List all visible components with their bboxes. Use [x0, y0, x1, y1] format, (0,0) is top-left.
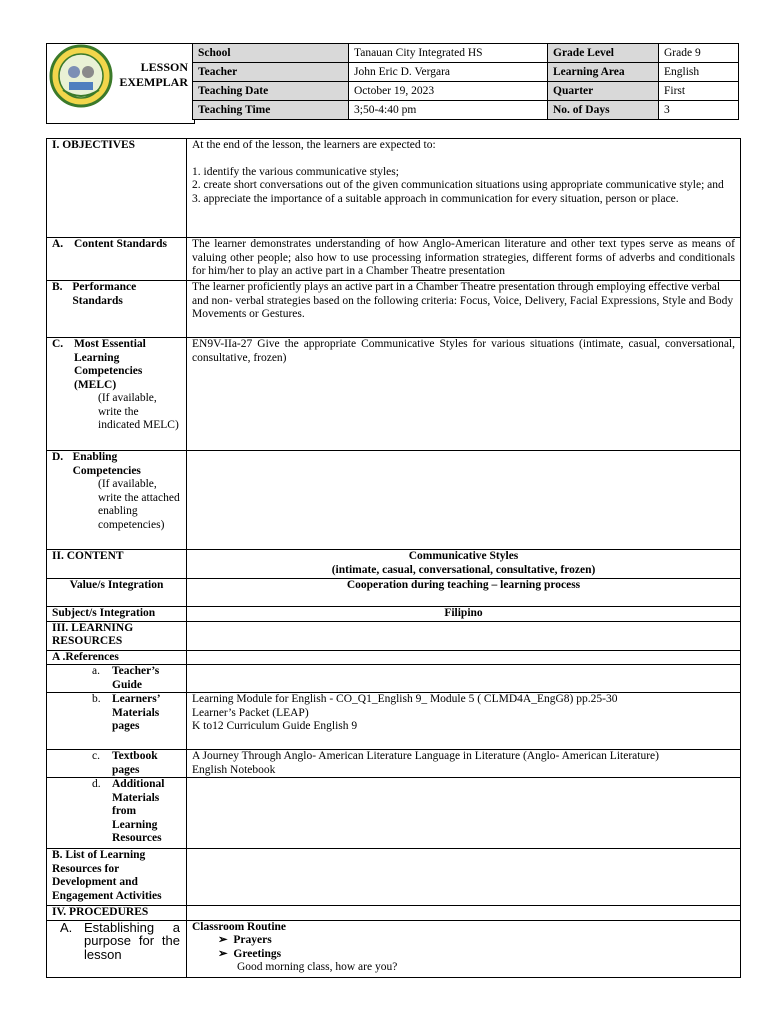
- grade-level-label: Grade Level: [548, 44, 659, 63]
- melc-label: C. Most Essential Learning Competencies (MELC) (If available, write the indicated MELC): [47, 338, 187, 451]
- values-integration-text: Cooperation during teaching – learning process: [187, 579, 741, 607]
- school-label: School: [193, 44, 349, 63]
- lesson-exemplar-title: LESSON EXEMPLAR: [119, 60, 188, 89]
- no-of-days-label: No. of Days: [548, 101, 659, 120]
- header-row-teacher: [193, 63, 739, 82]
- enabling-note: (If available, write the attached enabling competencies): [98, 478, 180, 531]
- learners-material-2: Learner’s Packet (LEAP): [192, 706, 309, 719]
- textbook-2: English Notebook: [192, 763, 276, 776]
- learners-materials-list: [187, 693, 741, 750]
- objectives-content: [187, 139, 741, 238]
- textbook-list: [187, 750, 741, 778]
- no-of-days-value: 3: [659, 101, 739, 120]
- list-of-resources-row: [47, 849, 741, 906]
- procedures-row: [47, 906, 741, 921]
- teachers-guide-label: a. Teacher’s Guide: [47, 665, 187, 693]
- header-info-table: [192, 43, 739, 120]
- enabling-competencies-row: [47, 451, 741, 550]
- learning-area-label: Learning Area: [548, 63, 659, 82]
- melc-text: EN9V-IIa-27 Give the appropriate Communicative Styles for various situations (intimate, casual, conversational, consultative, frozen): [187, 338, 741, 451]
- establishing-purpose-row: [47, 920, 741, 977]
- learning-resources-value: [187, 621, 741, 650]
- grade-level-value: Grade 9: [659, 44, 739, 63]
- teaching-date-value: October 19, 2023: [349, 82, 548, 101]
- greeting-text: Good morning class, how are you?: [237, 961, 398, 973]
- content-label: II. CONTENT: [47, 550, 187, 579]
- references-label: A .References: [47, 650, 187, 665]
- procedures-value: [187, 906, 741, 921]
- teaching-time-label: Teaching Time: [193, 101, 349, 120]
- content-standards-label: A. Content Standards: [47, 238, 187, 281]
- lesson-plan-table: [46, 138, 741, 978]
- objective-item-1: 1. identify the various communicative styles;: [192, 165, 399, 178]
- subject-integration-label: Subject/s Integration: [47, 607, 187, 622]
- values-integration-row: [47, 579, 741, 607]
- arrow-bullet-icon: ➢: [218, 934, 228, 946]
- header-row-school: [193, 44, 739, 63]
- performance-standards-label: B. Performance Standards: [47, 281, 187, 338]
- content-standards-row: [47, 238, 741, 281]
- learners-materials-row: [47, 693, 741, 750]
- classroom-routine-heading: Classroom Routine: [192, 920, 287, 933]
- objectives-row: [47, 139, 741, 238]
- content-standards-text: The learner demonstrates understanding of how Anglo-American literature and other text types serve as means of valuing other people; also how to use processing information strategies, different forms of adverbs and conditionals for him/her to play an active part in a Chamber Theatre presentation: [187, 238, 741, 281]
- references-row: [47, 650, 741, 665]
- school-seal-logo: [49, 44, 113, 108]
- teaching-time-value: 3;50-4:40 pm: [349, 101, 548, 120]
- learning-area-value: English: [659, 63, 739, 82]
- objectives-label: I. OBJECTIVES: [47, 139, 187, 238]
- references-value: [187, 650, 741, 665]
- header-row-date: [193, 82, 739, 101]
- learning-resources-row: [47, 621, 741, 650]
- learners-material-1: Learning Module for English - CO_Q1_English 9_ Module 5 ( CLMD4A_EngG8) pp.25-30: [192, 693, 618, 705]
- establishing-purpose-content: [187, 920, 741, 977]
- textbook-row: [47, 750, 741, 778]
- routine-item-greetings: ➢ Greetings: [218, 947, 282, 960]
- textbook-1: A Journey Through Anglo- American Literature Language in Literature (Anglo- American Literature): [192, 750, 659, 762]
- content-row: [47, 550, 741, 579]
- learners-materials-label: b. Learners’ Materials pages: [47, 693, 187, 750]
- list-of-resources-label: B. List of Learning Resources for Development and Engagement Activities: [47, 849, 187, 906]
- quarter-label: Quarter: [548, 82, 659, 101]
- routine-item-prayers: ➢ Prayers: [218, 934, 272, 946]
- objective-item-3: 3. appreciate the importance of a suitable approach in communication for every situation, person or place.: [192, 192, 679, 205]
- learners-material-3: K to12 Curriculum Guide English 9: [192, 720, 358, 732]
- objective-item-2: 2. create short conversations out of the given communication situations using appropriate communicative style; and: [192, 179, 724, 191]
- teacher-value: John Eric D. Vergara: [349, 63, 548, 82]
- teachers-guide-value: [187, 665, 741, 693]
- subject-integration-text: Filipino: [187, 607, 741, 622]
- arrow-bullet-icon: ➢: [218, 947, 228, 960]
- performance-standards-row: [47, 281, 741, 338]
- objectives-intro: At the end of the lesson, the learners are expected to:: [192, 139, 436, 151]
- melc-row: [47, 338, 741, 451]
- school-value: Tanauan City Integrated HS: [349, 44, 548, 63]
- content-text: Communicative Styles (intimate, casual, conversational, consultative, frozen): [187, 550, 741, 579]
- header-row-time: [193, 101, 739, 120]
- teachers-guide-row: [47, 665, 741, 693]
- quarter-value: First: [659, 82, 739, 101]
- teacher-label: Teacher: [193, 63, 349, 82]
- enabling-competencies-label: D. Enabling Competencies (If available, write the attached enabling competencies): [47, 451, 187, 550]
- melc-note: (If available, write the indicated MELC): [98, 392, 179, 431]
- performance-standards-text: The learner proficiently plays an active part in a Chamber Theatre presentation through employing effective verbal and non- verbal strategies based on the following criteria: Focus, Voice, Delivery, Facial Expressions, Style and Body Movements or Gestures.: [187, 281, 741, 338]
- enabling-competencies-value: [187, 451, 741, 550]
- subject-integration-row: [47, 607, 741, 622]
- teaching-date-label: Teaching Date: [193, 82, 349, 101]
- additional-materials-label: d. Additional Materials from Learning Resources: [47, 778, 187, 849]
- establishing-purpose-label: A. Establishing a purpose for the lesson: [47, 920, 187, 977]
- values-integration-label: Value/s Integration: [47, 579, 187, 607]
- learning-resources-label: III. LEARNING RESOURCES: [47, 621, 187, 650]
- procedures-label: IV. PROCEDURES: [47, 906, 187, 921]
- additional-materials-value: [187, 778, 741, 849]
- textbook-label: c. Textbook pages: [47, 750, 187, 778]
- list-of-resources-value: [187, 849, 741, 906]
- additional-materials-row: [47, 778, 741, 849]
